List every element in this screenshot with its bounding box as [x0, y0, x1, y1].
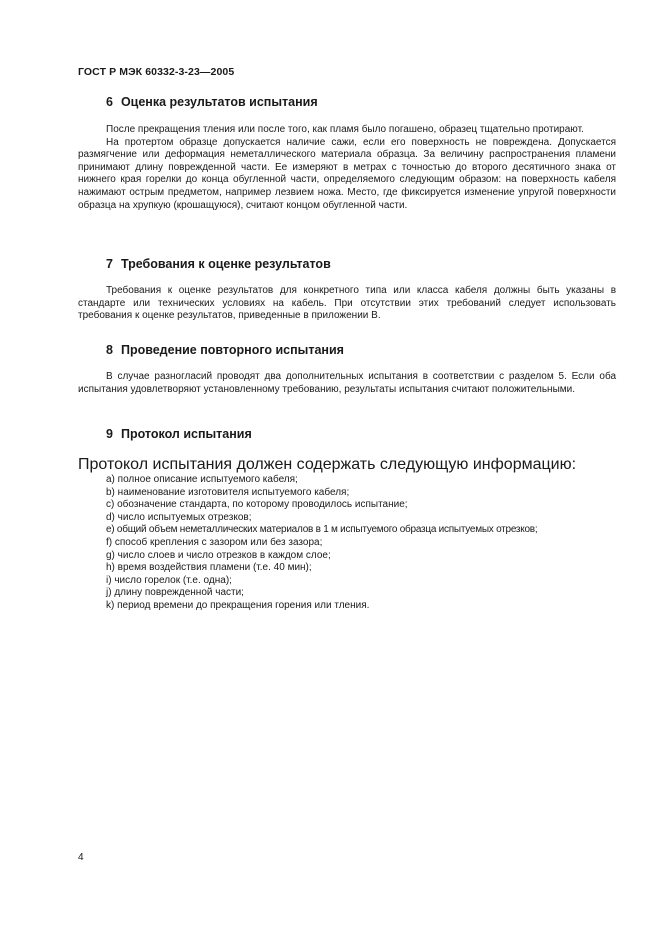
document-code-header: ГОСТ Р МЭК 60332-3-23—2005 — [78, 66, 235, 78]
section-number: 7 — [106, 257, 113, 271]
list-item: h) время воздействия пламени (т.е. 40 мин); — [106, 562, 312, 574]
list-item: f) способ крепления с зазором или без зазора; — [106, 536, 323, 548]
section-8 — [78, 342, 616, 396]
list-item: e) общий объем неметаллических материалов в 1 м испытуемого образца испытуемых отрезков; — [106, 524, 538, 536]
list-lead: Протокол испытания должен содержать следующую информацию: — [78, 456, 577, 473]
page-number: 4 — [78, 852, 84, 863]
section-title: Протокол испытания — [120, 427, 252, 441]
section-number: 6 — [106, 95, 113, 109]
list-item: k) период времени до прекращения горения или тления. — [106, 599, 370, 611]
list-item: i) число горелок (т.е. одна); — [106, 574, 232, 586]
section-number: 8 — [106, 343, 113, 357]
list-item: g) число слоев и число отрезков в каждом слое; — [106, 549, 331, 561]
list-item: d) число испытуемых отрезков; — [106, 511, 252, 523]
section-7 — [78, 256, 616, 323]
list-item: c) обозначение стандарта, по которому проводилось испытание; — [106, 499, 408, 511]
section-title: Оценка результатов испытания — [120, 95, 318, 109]
section-title: Требования к оценке результатов — [120, 257, 331, 271]
section-body — [78, 371, 616, 396]
report-items-list — [78, 474, 616, 613]
paragraph: После прекращения тления или после того, как пламя было погашено, образец тщательно протирают. — [106, 124, 584, 135]
list-item: a) полное описание испытуемого кабеля; — [106, 474, 298, 485]
section-heading — [106, 426, 616, 442]
paragraph: Требования к оценке результатов для конкретного типа или класса кабеля должны быть указаны в стандарте или технических условиях на кабель. При отсутствии этих требований следует использовать требования к оценке результатов, приведенные в приложении В. — [78, 285, 616, 322]
list-item: b) наименование изготовителя испытуемого кабеля; — [106, 486, 350, 498]
section-title: Проведение повторного испытания — [120, 343, 344, 357]
section-heading — [106, 94, 616, 110]
section-body — [78, 456, 616, 613]
section-body — [78, 285, 616, 323]
section-9 — [78, 426, 616, 613]
section-heading — [106, 256, 616, 272]
list-item: j) длину поврежденной части; — [106, 587, 244, 599]
section-number: 9 — [106, 427, 113, 441]
paragraph: На протертом образце допускается наличие сажи, если его поверхность не повреждена. Допускается размягчение или деформация неметаллического материала образца. За величину распространения пламени принимают длину поврежденной части. Ее измеряют в метрах с точностью до второго десятичного знака от нижнего края горелки до конца обугленной части, определяемого следующим образом: на поверхность кабеля нажимают острым предметом, например лезвием ножа. Место, где фиксируется изменение упругой поверхности образца на хрупкую (крошащуюся), считают концом обугленной части. — [78, 136, 616, 211]
paragraph: В случае разногласий проводят два дополнительных испытания в соответствии с разделом 5. Если оба испытания удовлетворяют установленному требованию, результаты испытания считают положительными. — [78, 371, 616, 395]
section-heading — [106, 342, 616, 358]
section-6 — [78, 94, 616, 212]
section-body — [78, 124, 616, 212]
